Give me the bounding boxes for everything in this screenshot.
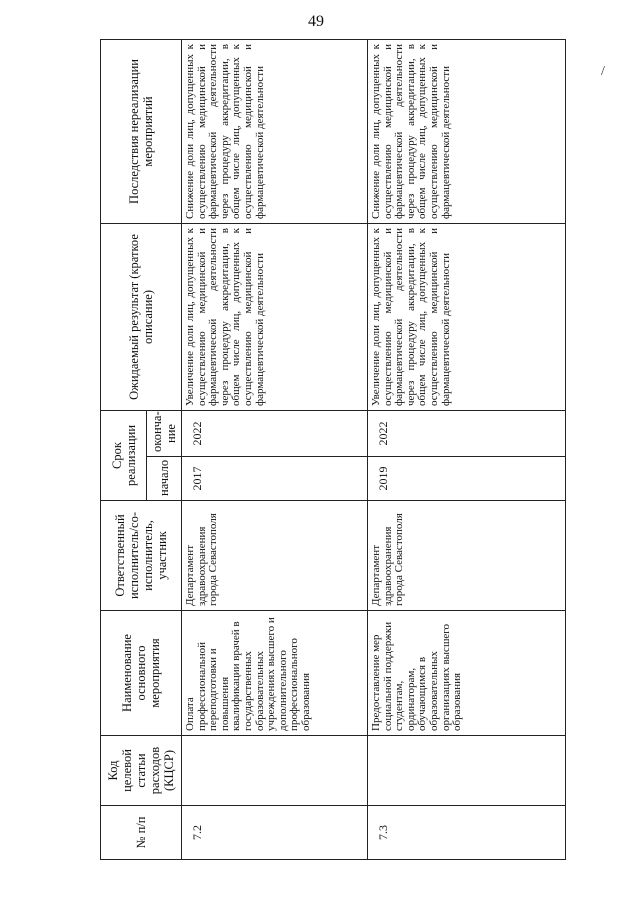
table-row — [368, 39, 566, 859]
row-name: Оплата профессиональной переподготовки и повышения квалификации врачей в государственных образовательных учреждениях высшего и дополнительного профессионального образования — [182, 611, 368, 736]
header-code: Код целевой статьи расходов (КЦСР) — [101, 736, 182, 806]
row-start: 2019 — [368, 457, 566, 501]
row-executor: Департамент здравоохранения города Севастополя — [182, 501, 368, 611]
page-number: 49 — [308, 13, 324, 30]
row-code — [368, 736, 566, 806]
row-num: 7.3 — [368, 806, 566, 860]
row-code — [182, 736, 368, 806]
margin-pencil-mark: / — [601, 64, 605, 79]
row-result: Увеличение доли лиц, допущенных к осуществлению медицинской и фармацевтической деятельности через процедуру аккредитации, в общем числе лиц, допущенных к осуществлению медицинской и фармацевтической деятельности — [368, 223, 566, 410]
header-result: Ожидаемый результат (краткое описание) — [101, 223, 182, 410]
header-num: № п/п — [101, 806, 182, 860]
activities-table — [100, 39, 566, 860]
header-consequences: Последствия нереализации мероприятий — [101, 39, 182, 223]
row-name: Предоставление мер социальной поддержки студентам, ординаторам, обучающимся в образовательных организациях высшего образования — [368, 611, 566, 736]
row-executor: Департамент здравоохранения города Севастополя — [368, 501, 566, 611]
row-consequences: Снижение доли лиц, допущенных к осуществлению медицинской и фармацевтической деятельности через процедуру аккредитации, в общем числе лиц, допущенных к осуществлению медицинской и фармацевтической деятельности — [182, 39, 368, 223]
row-end: 2022 — [368, 410, 566, 456]
header-name: Наименование основного мероприятия — [101, 611, 182, 736]
rotated-table-container — [100, 40, 564, 860]
row-result: Увеличение доли лиц, допущенных к осуществлению медицинской и фармацевтической деятельности через процедуру аккредитации, в общем числе лиц, допущенных к осуществлению медицинской и фармацевтической деятельности — [182, 223, 368, 410]
header-end: оконча-ние — [147, 410, 182, 456]
header-row — [101, 39, 147, 859]
row-end: 2022 — [182, 410, 368, 456]
table-row — [182, 39, 368, 859]
header-period: Срок реализации — [101, 410, 147, 500]
row-consequences: Снижение доли лиц, допущенных к осуществлению медицинской и фармацевтической деятельности через процедуру аккредитации, в общем числе лиц, допущенных к осуществлению медицинской и фармацевтической деятельности — [368, 39, 566, 223]
row-num: 7.2 — [182, 806, 368, 860]
header-executor: Ответственный исполнитель/со-исполнитель, участник — [101, 501, 182, 611]
row-start: 2017 — [182, 457, 368, 501]
header-start: начало — [147, 457, 182, 501]
